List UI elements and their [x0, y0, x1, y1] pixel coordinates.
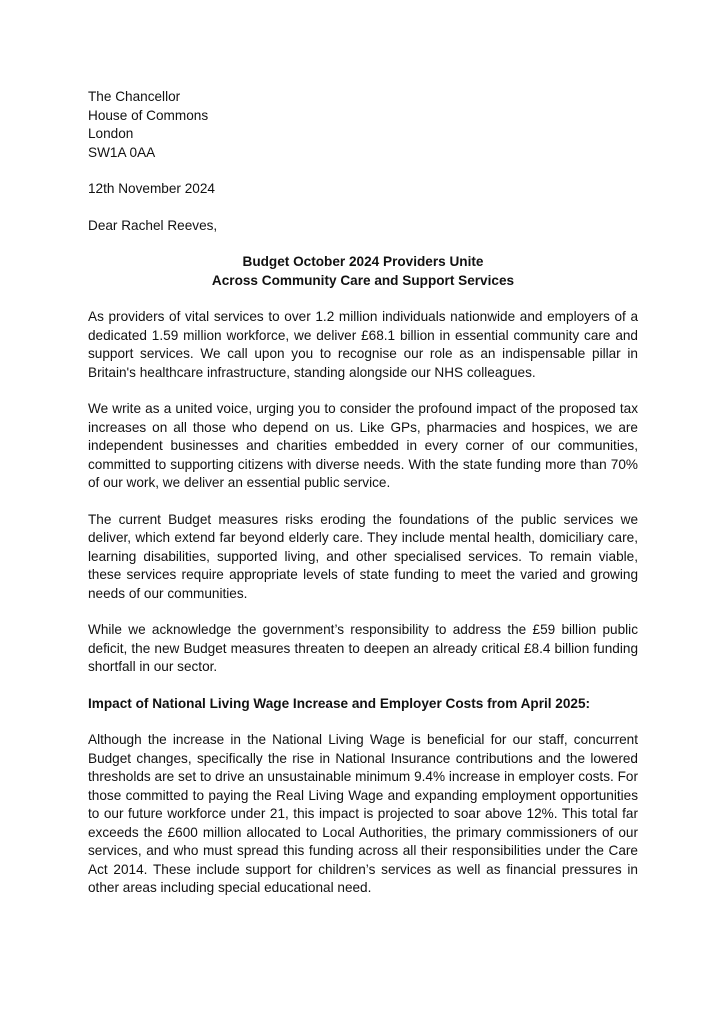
title-line-2: Across Community Care and Support Services — [211, 272, 515, 288]
address-line: London — [88, 126, 134, 141]
section-paragraph: Although the increase in the National Living Wage is beneficial for our staff, concurrent Budget changes, specifically the rise in National Insurance contributions and the lowered thresholds are set to drive an unsustainable minimum 9.4% increase in employer costs. For those committed to paying the Real Living Wage and expanding employment opportunities to our future workforce under 21, this impact is projected to soar above 12%. This total far exceeds the £600 million allocated to Local Authorities, the primary commissioners of our services, and who must spread this funding across all their responsibilities under the Care Act 2014. These include support for children’s services as well as financial pressures in other areas including special educational need. — [88, 732, 638, 895]
address-line: SW1A 0AA — [88, 144, 156, 160]
address-line: House of Commons — [88, 107, 209, 123]
section-heading: Impact of National Living Wage Increase and Employer Costs from April 2025: — [88, 695, 591, 711]
letter-title — [88, 253, 638, 290]
body-paragraph: The current Budget measures risks eroding the foundations of the public services we deliver, which extend far beyond elderly care. They include mental health, domiciliary care, learning disabilities, supported living, and other specialised services. To remain viable, these services require appropriate levels of state funding to meet the varied and growing needs of our communities. — [88, 511, 638, 601]
letter-date: 12th November 2024 — [88, 181, 215, 196]
salutation: Dear Rachel Reeves, — [88, 217, 218, 233]
body-paragraph: While we acknowledge the government’s responsibility to address the £59 billion public deficit, the new Budget measures threaten to deepen an already critical £8.4 billion funding shortfall in our sector. — [88, 622, 638, 674]
title-line-1: Budget October 2024 Providers Unite — [242, 254, 484, 269]
body-paragraph: As providers of vital services to over 1.2 million individuals nationwide and employers of a dedicated 1.59 million workforce, we deliver £68.1 billion in essential community care and support services. We call upon you to recognise our role as an indispensable pillar in Britain's healthcare infrastructure, standing alongside our NHS colleagues. — [88, 309, 638, 380]
recipient-address — [88, 88, 638, 162]
letter-page — [88, 88, 638, 898]
address-line: The Chancellor — [88, 89, 181, 104]
body-paragraph: We write as a united voice, urging you to consider the profound impact of the proposed tax increases on all those who depend on us. Like GPs, pharmacies and hospices, we are independent businesses and charities embedded in every corner of our communities, committed to supporting citizens with diverse needs. With the state funding more than 70% of our work, we deliver an essential public service. — [88, 401, 638, 490]
